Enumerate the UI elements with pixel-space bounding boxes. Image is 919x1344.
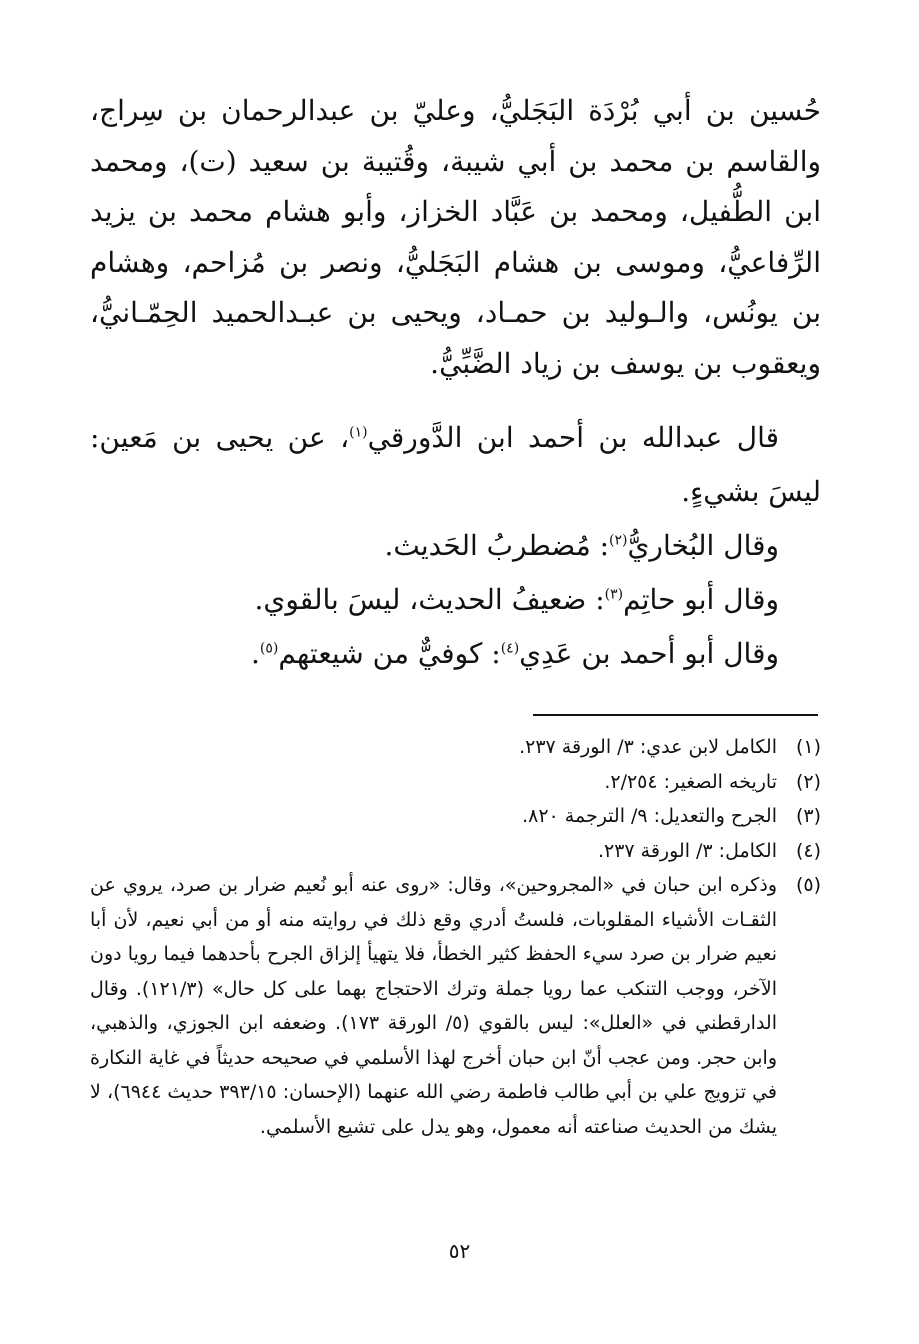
page-number: ٥٢	[448, 1239, 471, 1263]
quote-bukhari	[90, 519, 821, 573]
footnote-divider	[533, 714, 818, 716]
footnote-ref-2: (٢)	[609, 532, 628, 549]
quote-tail: : مُضطربُ الحَديث.	[384, 529, 610, 562]
footnote-text: الجرح والتعديل: ٩/ الترجمة ٨٢٠.	[522, 805, 777, 827]
quote-tail: : كوفيٌّ من شيعتهم	[278, 637, 501, 670]
footnote-text: الكامل: ٣/ الورقة ٢٣٧.	[597, 839, 777, 862]
footnote-1	[90, 730, 821, 765]
narrators-paragraph: حُسين بن أبي بُرْدَة البَجَليُّ، وعليّ بن عبدالرحمان بن سِراج، والقاسم بن محمد بن أبي شيبة، وقُتيبة بن سعيد (ت)، ومحمد ابن الطُّفيل، ومحمد بن عَبَّاد الخزاز، وأبو هشام محمد بن يزيد الرِّفاعيُّ، وموسى بن هشام البَجَليُّ، ونصر بن مُزاحم، وهشام بن يونُس، والـوليد بن حمـاد، ويحيى بن عبـدالحميد الحِمّـانيُّ، ويعقوب بن يوسف بن زياد الضَّبِّيُّ.	[90, 94, 822, 380]
footnote-text: الكامل لابن عدي: ٣/ الورقة ٢٣٧.	[519, 736, 777, 758]
footnote-ref-1: (١)	[349, 424, 368, 441]
quote-text: وقال أبو أحمد بن عَدِي	[519, 637, 779, 670]
footnote-ref-4: (٤)	[500, 640, 520, 657]
quote-tail: ، عن يحيى بن مَعين: ليسَ بشيءٍ.	[90, 421, 821, 508]
footnote-number: (٢)	[795, 770, 821, 793]
footnote-4	[90, 834, 821, 869]
quote-text: قال عبدالله بن أحمد ابن الدَّورقي	[367, 421, 779, 454]
footnote-3	[90, 799, 821, 834]
quote-text: وقال البُخاريُّ	[627, 529, 779, 562]
footnote-text: تاريخه الصغير: ٢/٢٥٤.	[604, 770, 777, 793]
footnotes	[90, 730, 821, 1144]
footnote-ref-5: (٥)	[259, 640, 279, 657]
main-text	[90, 86, 821, 681]
quote-text: وقال أبو حاتِم	[623, 583, 779, 616]
footnote-number: (٣)	[795, 805, 821, 827]
footnote-number: (١)	[795, 736, 821, 758]
footnote-number: (٤)	[795, 839, 821, 862]
quote-tail: : ضعيفُ الحديث، ليسَ بالقوي.	[254, 583, 605, 616]
quote-abu-hatim	[90, 573, 821, 627]
footnote-2	[90, 765, 821, 800]
quote-ibn-adi	[90, 627, 821, 681]
quote-ibn-maeen	[90, 411, 821, 519]
quote-end: .	[250, 637, 260, 670]
footnote-5	[90, 868, 821, 1144]
footnote-number: (٥)	[795, 874, 821, 896]
footnote-text: وذكره ابن حبان في «المجروحين»، وقال: «روى عنه أبو نُعيم ضرار بن صرد، يروي عن الثقـات الأشياء المقلوبات، فلستُ أدري وقع ذلك في روايته منه أو من أبي نعيم، لأن أبا نعيم ضرار بن صرد سيء الحفظ كثير الخطأ، فلا يتهيأ إلزاق الجرح بأحدهما فيما رويا دون الآخر، ووجب التنكب عما رويا جملة وترك الاحتجاج بهما على كل حال» (١٢١/٣). وقال الدارقطني في «العلل»: ليس بالقوي (٥/ الورقة ١٧٣). وضعفه ابن الجوزي، والذهبي، وابن حجر. ومن عجب أنّ ابن حبان أخرج لهذا الأسلمي في صحيحه حديثاً في غاية النكارة في تزويج علي بن أبي طالب فاطمة رضي الله عنهما (الإحسان: ٣٩٣/١٥ حديث ٦٩٤٤)، لا يشك من الحديث صناعته أنه معمول، وهو يدل على تشيع الأسلمي.	[90, 874, 778, 1138]
footnote-ref-3: (٣)	[604, 586, 624, 603]
